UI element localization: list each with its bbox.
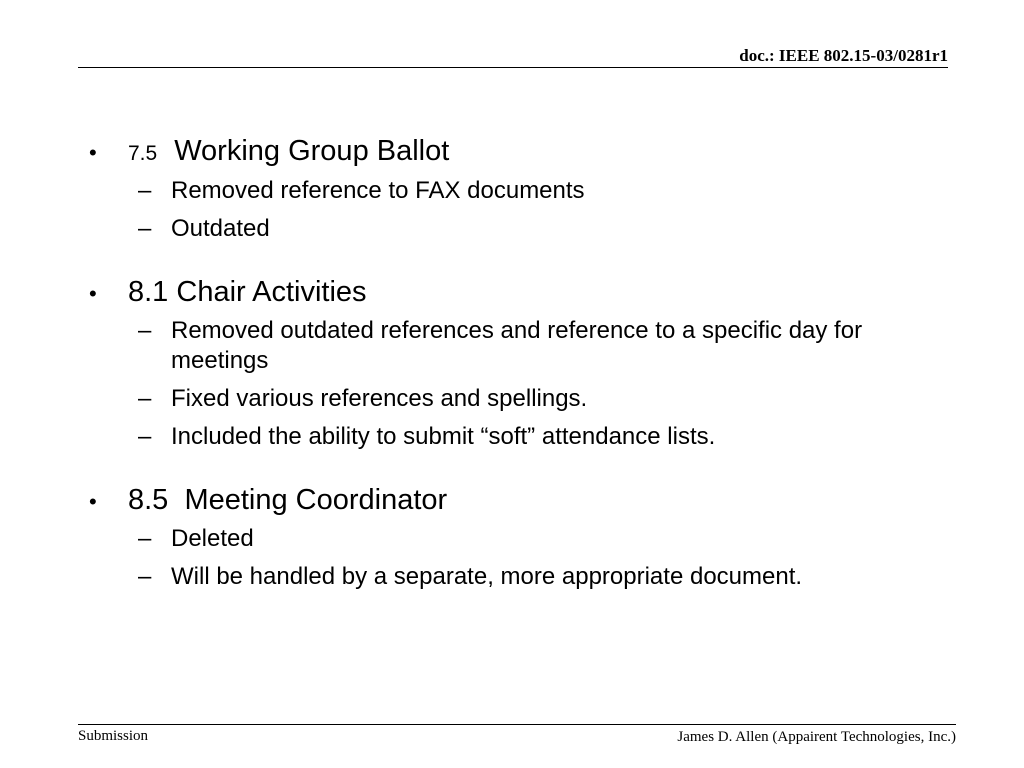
section-number: 8.5 xyxy=(128,484,169,516)
section-title: Chair Activities xyxy=(176,276,367,308)
sub-item-list xyxy=(87,524,947,592)
footer-author: James D. Allen (Appairent Technologies, Inc.) xyxy=(677,729,956,745)
sub-item-text: Fixed various references and spellings. xyxy=(171,385,588,412)
sub-item-text: Outdated xyxy=(171,215,270,242)
section-number: 8.1 xyxy=(128,276,169,308)
section-heading xyxy=(87,272,947,314)
dash-icon: – xyxy=(138,177,152,204)
sub-item-list xyxy=(87,316,947,452)
dash-icon: – xyxy=(138,317,152,344)
bullet-icon: • xyxy=(89,140,97,165)
dash-icon: – xyxy=(138,215,152,242)
sub-item xyxy=(138,176,947,206)
section-heading xyxy=(87,480,947,522)
sub-item xyxy=(138,422,947,452)
bullet-icon: • xyxy=(89,489,97,514)
sub-item xyxy=(138,214,947,244)
sub-item xyxy=(138,524,947,554)
slide-body xyxy=(87,131,947,600)
sub-item-text: Removed reference to FAX documents xyxy=(171,177,585,204)
dash-icon: – xyxy=(138,423,152,450)
footer-rule xyxy=(78,724,956,725)
dash-icon: – xyxy=(138,525,152,552)
section-heading xyxy=(87,131,947,174)
section-8-5 xyxy=(87,480,947,592)
dash-icon: – xyxy=(138,563,152,590)
section-number: 7.5 xyxy=(128,142,158,165)
sub-item-list xyxy=(87,176,947,244)
section-title: Working Group Ballot xyxy=(174,135,450,167)
sub-item-text: Deleted xyxy=(171,525,254,552)
sub-item-text: Will be handled by a separate, more appropriate document. xyxy=(171,563,803,590)
dash-icon: – xyxy=(138,385,152,412)
bullet-icon: • xyxy=(89,281,97,306)
section-8-1 xyxy=(87,272,947,452)
section-title: Meeting Coordinator xyxy=(184,484,448,516)
document-id: doc.: IEEE 802.15-03/0281r1 xyxy=(739,46,948,65)
section-7-5 xyxy=(87,131,947,244)
sub-item-text: Removed outdated references and reference to a specific day for meetings xyxy=(171,317,863,374)
sub-item xyxy=(138,384,947,414)
sub-item xyxy=(138,562,947,592)
sub-item xyxy=(138,316,947,376)
header-rule xyxy=(78,67,948,68)
sub-item-text: Included the ability to submit “soft” attendance lists. xyxy=(171,423,716,450)
footer-submission: Submission xyxy=(78,728,149,744)
